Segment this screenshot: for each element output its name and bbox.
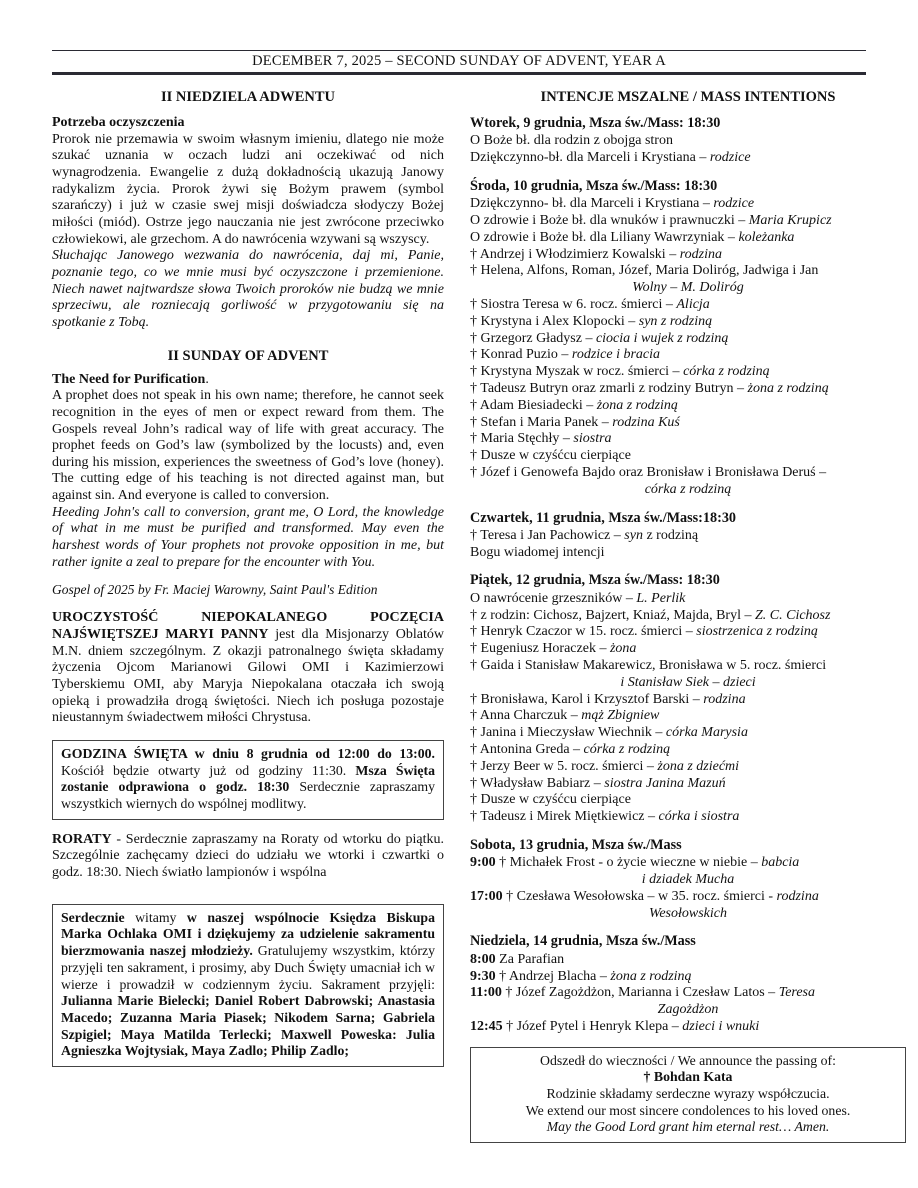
- mass-day-title: Wtorek, 9 grudnia, Msza św./Mass: 18:30: [470, 115, 721, 131]
- bishop-bold-1: Serdecznie: [61, 909, 125, 925]
- mass-intention-text: O zdrowie i Boże bł. dla Liliany Wawrzyniak –: [470, 229, 739, 245]
- reflection-en-lead: [52, 372, 444, 389]
- mass-intention-requester: L. Perlik: [636, 590, 686, 606]
- mass-intention-requester: córka z rodziną: [683, 364, 770, 380]
- mass-intention-requester: Z. C. Cichosz: [754, 607, 831, 623]
- mass-intention: [470, 708, 906, 725]
- mass-intention: [470, 314, 906, 331]
- mass-intention-text: Andrzej i Włodzimierz Kowalski –: [479, 246, 680, 262]
- dagger-icon: †: [470, 708, 480, 724]
- mass-intention-text: Za Parafian: [499, 951, 565, 967]
- mass-intention-text: Maria Stęchły –: [480, 431, 574, 447]
- dagger-icon: †: [470, 607, 481, 623]
- mass-intention-requester: dzieci i wnuki: [682, 1018, 760, 1034]
- holy-hour-text: [61, 746, 435, 813]
- mass-intention: [470, 465, 906, 482]
- mass-intention-requester: córka z rodziną: [583, 741, 671, 757]
- solemnity-paragraph: [52, 610, 444, 727]
- dagger-icon: †: [470, 246, 480, 262]
- bishop-welcome-text: [61, 910, 435, 1060]
- mass-intention-requester: syn z rodziną: [638, 313, 713, 329]
- mass-intention: [470, 448, 906, 465]
- dagger-icon: †: [470, 414, 481, 430]
- mass-intention-text: Krystyna i Alex Klopocki –: [480, 313, 639, 329]
- dagger-icon: †: [505, 985, 516, 1001]
- mass-intention-requester: rodzina Kuś: [612, 414, 680, 430]
- mass-intentions-heading: INTENCJE MSZALNE / MASS INTENTIONS: [540, 89, 836, 105]
- mass-intention-text: Dusze w czyśćcu cierpiące: [480, 792, 631, 808]
- mass-intention-text: Władysław Babiarz –: [480, 775, 605, 791]
- mass-intention-requester: ciocia i wujek z rodziną: [595, 330, 729, 346]
- confirmation-names: Julianna Marie Bielecki; Daniel Robert Dabrowski; Anastasia Macedo; Zuzanna Maria Piasek; Nikodem Sarna; Gabriela Szpigiel; Maya Matilda Terlecki; Maxwell Poweska: Julia Agnieszka Wojtysiak, Maya Zadlo; Philip Zadlo;: [61, 993, 435, 1059]
- masthead: [52, 50, 866, 75]
- mass-intention: [470, 641, 906, 658]
- mass-intention: [470, 624, 906, 641]
- dagger-icon: †: [470, 263, 481, 279]
- mass-intention: [470, 725, 906, 742]
- mass-intention-requester: siostra Janina Mazuń: [604, 775, 726, 791]
- mass-intention-requester: żona z rodziną: [610, 968, 692, 984]
- dagger-icon: †: [470, 448, 481, 464]
- mass-intention-requester: Maria Krupicz: [748, 213, 832, 229]
- mass-intention: [470, 545, 906, 562]
- mass-intention: [470, 658, 906, 675]
- mass-intention: [470, 347, 906, 364]
- mass-intention-continuation: Wolny – M. Doliróg: [632, 280, 744, 296]
- mass-intention: [470, 1019, 906, 1036]
- dagger-icon: †: [470, 641, 481, 657]
- mass-intention-requester: Teresa: [778, 985, 815, 1001]
- mass-intention-text: Dusze w czyśćcu cierpiące: [480, 448, 631, 464]
- condolence-line-1: Odszedł do wieczności / We announce the passing of:: [540, 1052, 836, 1068]
- mass-intention: [470, 692, 906, 709]
- mass-day-title: Środa, 10 grudnia, Msza św./Mass: 18:30: [470, 177, 718, 194]
- dagger-icon: †: [470, 464, 481, 480]
- mass-time: 9:00: [470, 855, 500, 871]
- dagger-icon: †: [470, 725, 481, 741]
- mass-intention-text: Stefan i Maria Panek –: [480, 414, 613, 430]
- mass-intention-text: O zdrowie i Boże bł. dla wnuków i prawnuczki –: [470, 213, 749, 229]
- mass-intention-requester: rodzina: [776, 888, 819, 904]
- mass-intention-text: Janina i Mieczysław Wiechnik –: [480, 725, 666, 741]
- mass-day-title: Sobota, 13 grudnia, Msza św./Mass: [470, 836, 682, 853]
- condolence-line-4: We extend our most sincere condolences to his loved ones.: [525, 1102, 851, 1118]
- holy-hour-bold-2: Msza Święta zostanie odprawiona o godz. 18:30: [61, 762, 435, 795]
- mass-intention-continuation: Wesołowskich: [648, 905, 728, 921]
- mass-time: 8:00: [470, 951, 500, 967]
- mass-intention-text: Tadeusz i Mirek Miętkiewicz –: [480, 809, 659, 825]
- left-column-heading-en: II SUNDAY OF ADVENT: [167, 347, 329, 364]
- mass-intention: [470, 263, 906, 280]
- mass-intention-text: Eugeniusz Horaczek –: [480, 641, 610, 657]
- mass-intention-text: Adam Biesiadecki –: [479, 397, 597, 413]
- mass-time: 12:45: [470, 1018, 507, 1034]
- mass-intention-text: Gaida i Stanisław Makarewicz, Bronisława w 5. rocz. śmierci: [480, 657, 827, 673]
- mass-intention-text: Michałek Frost - o życie wieczne w niebie –: [509, 855, 762, 871]
- dagger-icon: †: [470, 691, 481, 707]
- mass-intention-text: O nawrócenie grzeszników –: [470, 590, 637, 606]
- mass-day-block: [470, 933, 906, 1035]
- mass-intention-requester: babcia: [761, 855, 800, 871]
- mass-intention-requester: Alicja: [676, 297, 710, 312]
- mass-intentions-list: [470, 115, 906, 1036]
- mass-intention-text: Konrad Puzio –: [480, 347, 572, 363]
- mass-intention: [470, 331, 906, 348]
- mass-time: 17:00: [470, 888, 507, 904]
- solemnity-lead: UROCZYSTOŚĆ NIEPOKALANEGO POCZĘCIA NAJŚWIĘTSZEJ MARYI PANNY: [52, 610, 444, 643]
- two-column-body: [52, 89, 866, 1143]
- reflection-en-lead-text: The Need for Purification: [52, 371, 206, 387]
- dagger-icon: †: [470, 657, 481, 673]
- reflection-pl-lead-text: Potrzeba oczyszczenia: [52, 115, 185, 130]
- left-column: [52, 89, 444, 1067]
- mass-intention-continuation: Zagożdżon: [657, 1002, 719, 1018]
- dagger-icon: †: [470, 775, 481, 791]
- mass-intention: [470, 247, 906, 264]
- bishop-plain-1: witamy: [124, 909, 187, 925]
- holy-hour-text-2: Serdecznie zapraszamy wszystkich wiernych do wspólnej modlitwy.: [61, 779, 435, 812]
- dagger-icon: †: [499, 855, 510, 871]
- mass-intention-text: Jerzy Beer w 5. rocz. śmierci –: [480, 758, 658, 774]
- mass-intention-text: Józef Zagożdżon, Marianna i Czesław Latos –: [515, 985, 779, 1001]
- mass-intention-continuation: i Stanisław Siek – dzieci: [620, 674, 756, 690]
- mass-intention: [470, 381, 906, 398]
- dagger-icon: †: [470, 297, 481, 312]
- mass-intention: [470, 230, 906, 247]
- mass-time: 11:00: [470, 985, 506, 1001]
- mass-intention-text: Tadeusz Butryn oraz zmarli z rodziny Butryn –: [480, 380, 748, 396]
- mass-intention-requester: koleżanka: [738, 229, 795, 245]
- holy-hour-bold-1: GODZINA ŚWIĘTA w dniu 8 grudnia od 12:00 do 13:00.: [61, 746, 435, 762]
- mass-day-title: Piątek, 12 grudnia, Msza św./Mass: 18:30: [470, 572, 720, 589]
- dagger-icon: †: [470, 741, 480, 757]
- roraty-paragraph: [52, 832, 444, 882]
- dagger-icon: †: [470, 330, 481, 346]
- mass-intention-continuation: i dziadek Mucha: [641, 872, 735, 888]
- mass-intention-requester: żona: [609, 641, 637, 657]
- mass-intention: [470, 398, 906, 415]
- mass-intention-requester: rodzice i bracia: [571, 347, 661, 363]
- mass-intention-text: z rodzin: Cichosz, Bajzert, Kniaź, Majda, Bryl –: [480, 607, 755, 623]
- mass-intention: [470, 431, 906, 448]
- dagger-icon: †: [470, 431, 481, 447]
- mass-intention: [470, 196, 906, 213]
- dagger-icon: †: [470, 347, 481, 363]
- condolence-line-5: May the Good Lord grant him eternal rest… Amen.: [546, 1119, 830, 1135]
- dagger-icon: †: [499, 968, 509, 984]
- dagger-icon: †: [470, 792, 481, 808]
- condolence-deceased-name: † Bohdan Kata: [643, 1069, 733, 1085]
- holy-hour-box: [52, 740, 444, 820]
- mass-intention: [470, 297, 906, 314]
- mass-intention-text: Anna Charczuk –: [479, 708, 582, 724]
- mass-intention-text: Dziękczynno-bł. dla Marceli i Krystiana –: [470, 150, 710, 166]
- mass-intention-requester: siostra: [573, 431, 612, 447]
- mass-intention: [470, 150, 906, 167]
- reflection-en-prayer: Heeding John's call to conversion, grant me, O Lord, the knowledge of what in me must be purified and transformed. May even the harshest words of Your prophets not provoke opposition in me, but rather ignite a zeal to prepare for the encounter with You.: [52, 504, 444, 570]
- mass-day-block: [470, 510, 906, 562]
- dagger-icon: †: [470, 380, 481, 396]
- mass-intention-requester: mąż Zbigniew: [581, 708, 660, 724]
- mass-intention-requester: rodzina: [703, 691, 746, 707]
- mass-intention: [470, 608, 906, 625]
- dagger-icon: †: [470, 313, 481, 329]
- gospel-credit: Gospel of 2025 by Fr. Maciej Warowny, Saint Paul's Edition: [52, 582, 378, 598]
- mass-intention-text: Bogu wiadomej intencji: [470, 544, 605, 560]
- mass-intention-continuation: córka z rodziną: [644, 481, 732, 497]
- masthead-rule-bottom: [52, 72, 866, 75]
- dagger-icon: †: [470, 397, 480, 413]
- mass-intention-requester: rodzice: [713, 196, 755, 212]
- mass-intention-text: Henryk Czaczor w 15. rocz. śmierci –: [480, 624, 697, 640]
- mass-intention: [470, 759, 906, 776]
- mass-intention: [470, 528, 906, 545]
- mass-intention-text: Teresa i Jan Pachowicz –: [480, 527, 625, 543]
- mass-intention-requester: żona z rodziną: [596, 397, 678, 413]
- reflection-pl-body: Prorok nie przemawia w swoim własnym imieniu, dlatego nie może szukać uznania w oczach ludzi ani oczekiwać od nich wynagrodzenia. Ewangelie z dużą dokładnością ukazują Janowy radykalizm życia. Prorok żywi się Bożym prawem (symbol szarańczy) i już w czasie swej misji doświadcza słodyczy Bożej miłości (miód). Ostrze jego nauczania nie jest zwrócone przeciwko człowiekowi, ale grzechom. A do nawrócenia wzywani są wszyscy.: [52, 131, 444, 247]
- reflection-en-body: A prophet does not speak in his own name; therefore, he cannot seek recognition in the eyes of men or expect reward from them. The Gospels reveal John’s radical way of life with great accuracy. The prophet feeds on God’s law (symbolized by the locusts) and, even during his mission, experiences the sweetness of God’s love (honey). The cutting edge of his teaching is not directed against man, but against sin. And everyone is called to conversion.: [52, 388, 444, 504]
- mass-intention: [470, 792, 906, 809]
- dagger-icon: †: [470, 624, 481, 640]
- mass-intention: [470, 591, 906, 608]
- mass-intention-text: Józef i Genowefa Bajdo oraz Bronisław i Bronisława Deruś –: [480, 464, 827, 480]
- mass-intention-text: Józef Pytel i Henryk Klepa –: [516, 1018, 683, 1034]
- mass-intention: [470, 133, 906, 150]
- mass-intention-requester: córka Marysia: [665, 725, 748, 741]
- reflection-pl-lead: [52, 115, 444, 132]
- mass-intention-text: Dziękczynno- bł. dla Marceli i Krystiana –: [470, 196, 714, 212]
- mass-intention-requester: syn: [624, 527, 643, 543]
- mass-intention-suffix: z rodziną: [642, 527, 699, 543]
- condolence-box: [470, 1047, 906, 1143]
- mass-day-block: [470, 572, 906, 825]
- mass-intention: [470, 364, 906, 381]
- right-column: [470, 89, 906, 1143]
- dagger-icon: †: [470, 758, 481, 774]
- mass-intention: [470, 985, 906, 1002]
- mass-intention-requester: żona z dziećmi: [657, 758, 740, 774]
- mass-day-title: Czwartek, 11 grudnia, Msza św./Mass:18:30: [470, 509, 737, 526]
- dagger-icon: †: [506, 888, 517, 904]
- mass-time: 9:30: [470, 968, 500, 984]
- mass-intention: [470, 952, 906, 969]
- mass-intention-text: Antonina Greda –: [479, 741, 584, 757]
- mass-day-block: [470, 115, 906, 167]
- dagger-icon: †: [470, 527, 481, 543]
- bishop-plain-2: Gratulujemy wszystkim, którzy przyjęli ten sakrament, i prosimy, aby Duch Święty umacniał ich w wierze i prowadził w codziennym życiu. Sakrament przyjęli:: [61, 943, 436, 992]
- mass-intention-requester: rodzice: [709, 150, 751, 166]
- mass-intention-text: Siostra Teresa w 6. rocz. śmierci –: [480, 297, 677, 312]
- roraty-lead: RORATY: [52, 831, 112, 847]
- bishop-welcome-box: [52, 904, 444, 1067]
- mass-intention: [470, 213, 906, 230]
- mass-intention: [470, 889, 906, 906]
- mass-intention-text: O Boże bł. dla rodzin z obojga stron: [470, 133, 673, 149]
- condolence-line-3: Rodzinie składamy serdeczne wyrazy współczucia.: [546, 1086, 830, 1102]
- mass-intention: [470, 776, 906, 793]
- mass-intention-requester: córka i siostra: [658, 809, 740, 825]
- mass-intention-text: Helena, Alfons, Roman, Józef, Maria Doliróg, Jadwiga i Jan: [480, 263, 819, 279]
- left-column-heading: II NIEDZIELA ADWENTU: [160, 89, 336, 105]
- roraty-body: - Serdecznie zapraszamy na Roraty od wtorku do piątku. Szczególnie zachęcamy dzieci do udziału we wtorki i czwartki o godz. 18:30. Niech światło lampionów i wspólna: [52, 831, 444, 881]
- dagger-icon: †: [470, 364, 481, 380]
- mass-intention: [470, 809, 906, 826]
- mass-day-title: Niedziela, 14 grudnia, Msza św./Mass: [470, 933, 696, 950]
- mass-intention-text: Andrzej Blacha –: [508, 968, 611, 984]
- reflection-pl-prayer: Słuchając Janowego wezwania do nawrócenia, daj mi, Panie, poznanie tego, co we mnie musi być oczyszczone i przemienione. Niech nawet najtwardsze słowa Twoich proroków nie budzą we mnie sprzeciwu, ale rozniecają gorliwość w przygotowaniu się na spotkanie z Tobą.: [52, 248, 444, 330]
- mass-intention: [470, 969, 906, 986]
- bishop-bold-2: w naszej wspólnocie Księdza Biskupa Marka Ochlaka OMI i dziękujemy za udzielenie sakramentu bierzmowania naszej młodzieży.: [61, 909, 435, 959]
- mass-intention-requester: rodzina: [679, 246, 722, 262]
- page-title: DECEMBER 7, 2025 – SECOND SUNDAY OF ADVENT, YEAR A: [252, 53, 666, 69]
- mass-intention-requester: żona z rodziną: [747, 380, 829, 396]
- mass-day-block: [470, 837, 906, 923]
- holy-hour-text-1: Kościół będzie otwarty już od godziny 11:30.: [61, 762, 356, 778]
- mass-intention: [470, 742, 906, 759]
- mass-intention-requester: siostrzenica z rodziną: [696, 624, 818, 640]
- dagger-icon: †: [470, 809, 481, 825]
- mass-intention: [470, 415, 906, 432]
- mass-intention-text: Grzegorz Gładysz –: [480, 330, 596, 346]
- dagger-icon: †: [506, 1018, 517, 1034]
- mass-intention: [470, 855, 906, 872]
- mass-intention-text: Bronisława, Karol i Krzysztof Barski –: [480, 691, 704, 707]
- mass-intention-text: Czesława Wesołowska – w 35. rocz. śmierci -: [516, 888, 777, 904]
- solemnity-body: jest dla Misjonarzy Oblatów M.N. dniem szczególnym. Z okazji patronalnego święta składamy życzenia Ojcom Marianowi Gilowi OMI i Kazimierzowi Tyberskiemu OMI, aby Maryja Niepokalana otaczała ich swoją opieką i prowadziła drogą świętości. Niech ich posługa pozostaje nieustannym świadectwem miłości Chrystusa.: [52, 627, 444, 726]
- mass-day-block: [470, 178, 906, 499]
- mass-intention-text: Krystyna Myszak w rocz. śmierci –: [480, 364, 684, 380]
- reflection-en-lead-suffix: .: [205, 371, 209, 387]
